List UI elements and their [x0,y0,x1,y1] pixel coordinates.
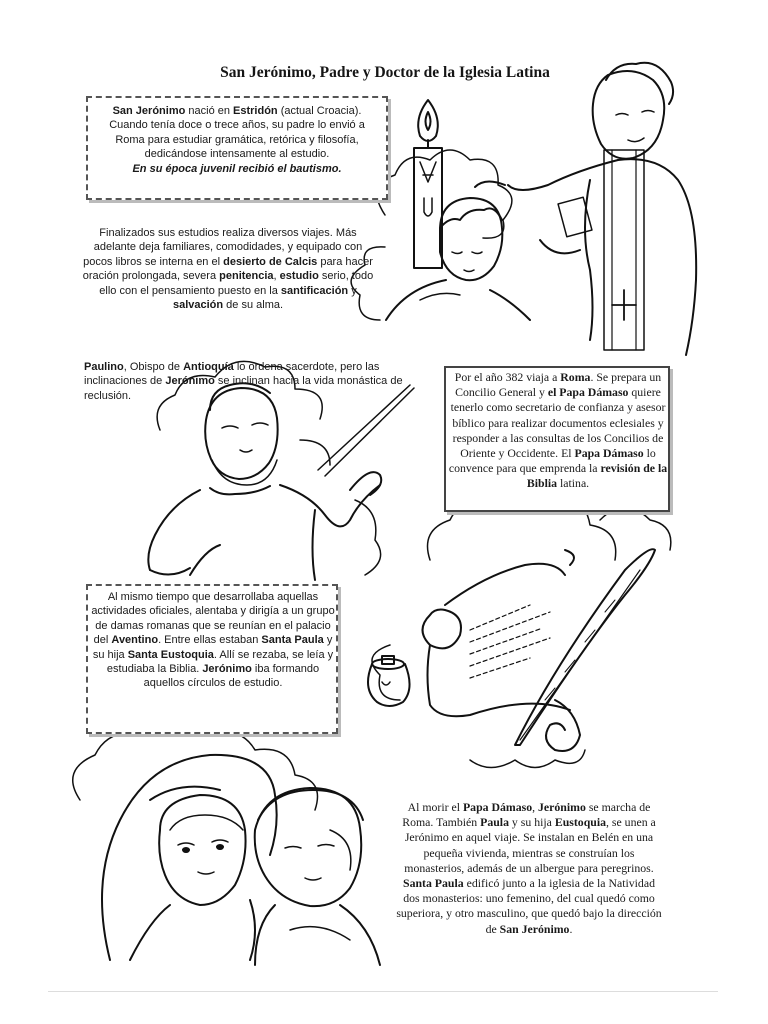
emphasized-text: Papa Dámaso [462,800,533,814]
candle-icon [414,100,442,268]
aventino-section-text [90,590,336,691]
emphasized-text: Roma [560,370,591,384]
body-text: (actual Croacia). Cuando tenía doce o trece años, su padre lo envió a Roma para estudiar gramática, retórica y filosofía, dedicándose intensamente al estudio. [109,105,365,161]
emphasized-text: Paulino [84,361,124,373]
page-divider [48,991,718,992]
emphasized-text: Jerónimo [165,375,215,388]
emphasized-text: Jerónimo [538,800,586,814]
belen-section-text [394,800,664,937]
body-text: y [348,284,357,297]
emphasized-text: Aventino [111,634,159,647]
cloud-icon [372,490,671,768]
body-text: Al mismo tiempo que desarrollaba aquellas actividades oficiales, alentaba y dirigía a un grupo de damas romanas que se reunían en el palacio del [91,591,335,647]
body-text: latina. [557,476,590,491]
body-text: quiere tenerlo como secretario de confianza y asesor bíblico para realizar documentos eclesiales y responder a las consultas de los Concilios de Oriente y Occidente. El [450,385,666,461]
body-text: , se unen a Jerónimo en aquel viaje. Se instalan en Belén en una pequeña vivienda, mientras se construían los monasterios, además de un albergue para peregrinos. [404,815,656,875]
emphasized-text: salvación [172,299,224,312]
body-text: . Allí se rezaba, se leía y estudiaba la Biblia. [106,648,334,676]
body-text: se marcha de Roma. También [402,800,651,830]
body-text: se inclinan hacia la vida monástica de reclusión. [84,375,403,402]
body-text: y su hija [508,815,555,830]
emphasized-text: santificación [280,284,349,297]
page-title: San Jerónimo, Padre y Doctor de la Iglesia Latina [220,64,550,81]
body-text: . Se prepara un Concilio General y [455,370,662,400]
body-text: , Obispo de [123,361,184,373]
body-text: para hacer oración prolongada, severa [82,255,373,283]
emphasized-text: San Jerónimo [499,921,570,936]
emphasized-text: el Papa Dámaso [547,385,629,400]
body-text: lo convence para que emprenda la [448,446,656,476]
emphasized-text: En su época juvenil recibió el bautismo. [132,162,342,175]
emphasized-text: desierto de Calcis [223,255,318,268]
body-text: de su alma. [223,299,284,312]
emphasized-text: Santa Paula [403,876,464,891]
rome-section-text [448,370,668,492]
body-text: . [569,921,573,936]
emphasized-text: San Jerónimo [112,105,186,117]
body-text: edificó junto a la iglesia de la Natividad dos monasterios: uno femenino, del cual quedó como superiora, y otro masculino, que quedó bajo la dirección de [396,876,662,936]
body-text: Por el año 382 viaja a [454,370,561,384]
emphasized-text: Estridón [233,105,278,117]
emphasized-text: Antioquía [183,361,234,373]
body-text: nació en [185,105,234,117]
birth-section-text [96,104,378,176]
body-text: Al morir el [407,800,463,814]
emphasized-text: Santa Paula [261,634,324,647]
body-text: lo ordena sacerdote, pero las inclinaciones de [84,361,380,388]
emphasized-text: estudio [279,270,319,283]
desert-section-text [78,226,378,312]
body-text: , [273,270,280,283]
emphasized-text: Paula [480,815,509,830]
body-text: , [532,800,539,814]
jerome-praying-icon [148,383,381,580]
emphasized-text: revisión de la Biblia [526,461,668,491]
emphasized-text: Santa Eustoquia [127,648,214,661]
paula-eustoquia-icon [102,755,380,965]
emphasized-text: Eustoquia [554,815,606,830]
emphasized-text: penitencia [219,270,274,283]
body-text: y su hija [92,634,333,661]
body-text: Finalizados sus estudios realiza diversos viajes. Más adelante deja familiares, comodidades, y equipado con pocos libros se interna en el [83,227,363,268]
ordination-section-text [84,360,424,403]
emphasized-text: Jerónimo [202,663,252,676]
body-text: iba formando aquellos círculos de estudio. [143,663,320,690]
emphasized-text: Papa Dámaso [574,446,644,461]
body-text: serio, todo ello con el pensamiento puesto en la [99,270,374,297]
body-text: . Entre ellas estaban [158,634,262,647]
scroll-quill-icon [423,549,656,751]
